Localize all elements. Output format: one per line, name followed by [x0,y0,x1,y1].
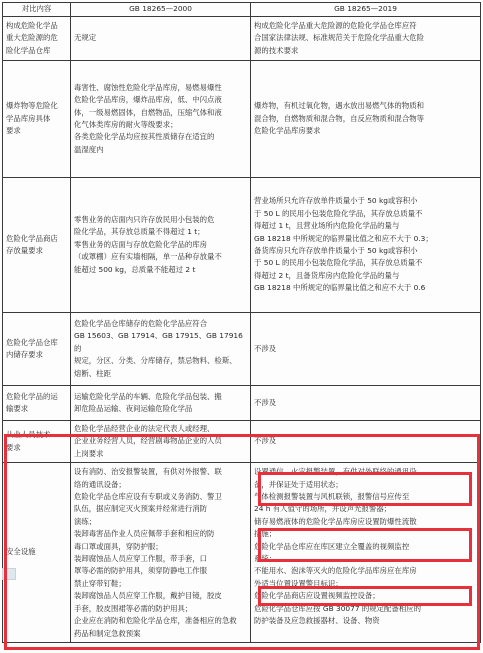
text-line: 企业应在消防和危险化学品仓库，准备相应的急救 [74,616,237,626]
text-line: 能超过 500 kg，总质量不能超过 2 t [74,264,196,274]
text-line: 装卸毒害品作业人员应佩带手套和相应的防 [74,529,215,539]
text-line: 危险化学品仓库储存的危险化学品应符合 [74,318,208,328]
text-line: 于 50 L 的民用小包装危险化学品，其存放总质量不 [254,258,423,268]
text-line: 要求 [6,442,21,452]
text-line: GB 18218 中所规定的临界量比值之和应不大于 0.3； [254,233,433,243]
highlight-box-video-surveillance [258,528,472,562]
text-line: GB 18218 中所规定的临界量比值之和应不大于 0.6 [254,283,426,293]
new-standard-cell [251,17,481,61]
new-standard-cell [251,313,481,386]
text-line: 危险化学品仓库应按 GB 30077 的规定配备相应的 [254,603,421,613]
text-line: 化气体类库房的耐火等级要求； [74,120,178,129]
highlight-box-shop-video [258,586,472,606]
table-row [3,17,481,61]
text-line: 卸危险品运输、夜间运输危险化学品 [74,404,193,413]
old-standard-cell [71,61,251,178]
text-line: 输要求 [6,404,29,413]
text-line: 24 h 有人值守的场所，并设声光报警器； [254,504,392,514]
text-line: 源的技术要求 [254,45,299,55]
text-line: 熔断、柱距 [74,368,111,378]
text-line: （或罩棚）应有实墙相隔，单一品种存放量不 [74,252,222,262]
text-line: 于 50 L 的民用小包装危险化学品，其存放总质量不 [254,208,423,218]
table-row [3,386,481,421]
text-line: 营业场所只允许存放单件质量小于 50 kg或容积小 [254,196,418,206]
text-line: 险化学品，其存放总质量不得超过 1 t； [74,227,205,237]
table-header-row [3,3,481,17]
text-line: 毒害性、腐蚀性危险化学品库房，易燃易爆性 [74,82,222,92]
table-row [3,178,481,313]
table-row [3,61,481,178]
text-line: GB 15603、GB 17914、GB 17915、GB 17916 的 [74,331,243,353]
text-line: 存放量要求 [6,246,43,255]
old-standard-cell [71,17,251,61]
highlight-box-gas-detection [258,472,472,506]
text-line: 设置通信、火灾报警装置，有供对外联络的通讯设 [254,467,417,477]
text-line: 体，一级易燃固体，自燃物品，压缩气体和液 [74,107,222,117]
text-line: 储存易燃液体的危险化学品库房应设置防爆性流散 [254,516,417,526]
text-line: 内储存要求 [6,350,43,359]
text-line: 得超过 2 t，且备货库房内危险化学品的量与 [254,270,400,280]
text-line: 不涉及 [254,436,277,446]
row-label [3,178,71,313]
new-standard-cell [251,61,481,178]
old-standard-cell [71,386,251,421]
text-line: 不涉及 [254,343,277,353]
header-cell-new-standard: GB 18265—2019 [251,3,481,17]
text-line: 备货库房只允许存放单件质量小于 50 kg或容积小 [254,246,418,255]
text-line: 重大危险源的危 [6,33,58,43]
text-line: 运输危险化学品的车辆、危险化学品包装、搬 [74,391,222,401]
header-cell-old-standard: GB 18265—2000 [71,3,251,17]
text-line: 药品和制定急救预案 [74,628,141,638]
text-line: 络的通讯设备； [74,479,126,489]
new-standard-cell [251,178,481,313]
row-label [3,61,71,178]
text-line: 设有消防、治安报警装置，有供对外报警、联 [74,467,222,477]
text-line: 危险化学品仓库应在库区建立全覆盖的视频监控 [254,541,410,551]
row-label [3,17,71,61]
text-line: 无规定 [74,33,97,43]
text-line: 构成危险化学品 [6,20,58,30]
text-line: 得超过 1 t，且营业场所内危险化学品的量与 [254,221,400,231]
text-line: 禁止穿带钉鞋； [74,578,126,588]
text-line: 零售业务的店面内只许存放民用小包装的危 [74,214,215,224]
text-line: 危险化学品商店应设置视频监控设备； [254,591,380,601]
text-line: 气体检测报警装置与风机联锁，报警信号应传至 [254,492,410,502]
text-line: 不涉及 [254,397,277,407]
row-label [3,313,71,386]
text-line: 不能用水、泡沫等灭火的危险化学品库房应在库房 [254,566,417,576]
text-line: 零售业务的店面与存放危险化学品的库房 [74,239,208,249]
text-line: 装卸腐蚀品人员应穿工作服，戴护目镜，胶皮 [74,591,222,601]
text-line: 危险化学品库房要求 [254,126,321,136]
text-line: 学品库房具体 [6,113,51,123]
text-line: 防护装备及应急救援器材、设备、物资 [254,616,380,626]
text-line: 要求 [6,126,21,136]
text-line: 装卸腐蚀品人员应穿工作服，带手套，口 [74,554,208,564]
text-line: 罩等必需的防护用具，须穿防静电工作服 [74,566,208,576]
row-label: 安全设施 [3,463,71,643]
text-line: 手套，胶皮围裙等必需的防护用具； [74,603,193,613]
text-line: 队伍，据应制定灭火预案并经常进行消防 [74,504,208,514]
text-line: 备，并保证处于适用状态； [254,479,343,489]
old-standard-cell [71,178,251,313]
text-line: 危险化学品仓库 [6,337,58,347]
text-line: 危险化学品库房，爆炸品库房，低、中闪点液 [74,95,222,105]
text-line: 系统； [254,554,277,564]
text-line: 危险化学品的运 [6,391,58,401]
text-line: 企业业务经营人员，经营剧毒物品企业的人员 [74,436,222,446]
text-line: 危险化学品商店 [6,233,58,243]
new-standard-cell [251,386,481,421]
text-line: 毒口罩或面具，穿防护服； [74,541,163,551]
text-line: 规定，分区、分类、分库储存，禁忌物料、检斯、 [74,356,237,366]
text-line: 危险化学品仓库应设有专职或义务消防、警卫 [74,492,222,502]
text-line: 爆炸物，有机过氧化物，遇水放出易燃气体的物质和 [254,101,424,111]
text-line: 从业人员技术 [6,430,51,440]
text-line: 爆炸物等危险化 [6,101,58,111]
text-line: 合国家法律法规、标准规范关于危险化学品重大危险 [254,33,424,43]
text-line: 演练； [74,516,97,526]
text-line: 外适当位置设置警目标识； [254,578,343,588]
text-line: 混合物，自燃物质和混合物，自反应物质和混合物等 [254,113,424,123]
old-standard-cell [71,313,251,386]
header-cell-content: 对比内容 [3,3,71,17]
text-line: 温湿度内 [74,144,104,154]
row-label [3,386,71,421]
table-row [3,313,481,386]
text-line: 各类危险化学品均应按其性质储存在适宜的 [74,132,215,142]
text-line: 上岗要求 [74,448,104,458]
text-line: 构成危险化学品重大危险源的危险化学品仓库应符 [254,20,417,30]
text-line: 危险化学品经营企业的法定代表人或经理、 [74,424,215,433]
text-line: 措施； [254,529,277,539]
text-line: 险化学品仓库 [6,45,51,55]
